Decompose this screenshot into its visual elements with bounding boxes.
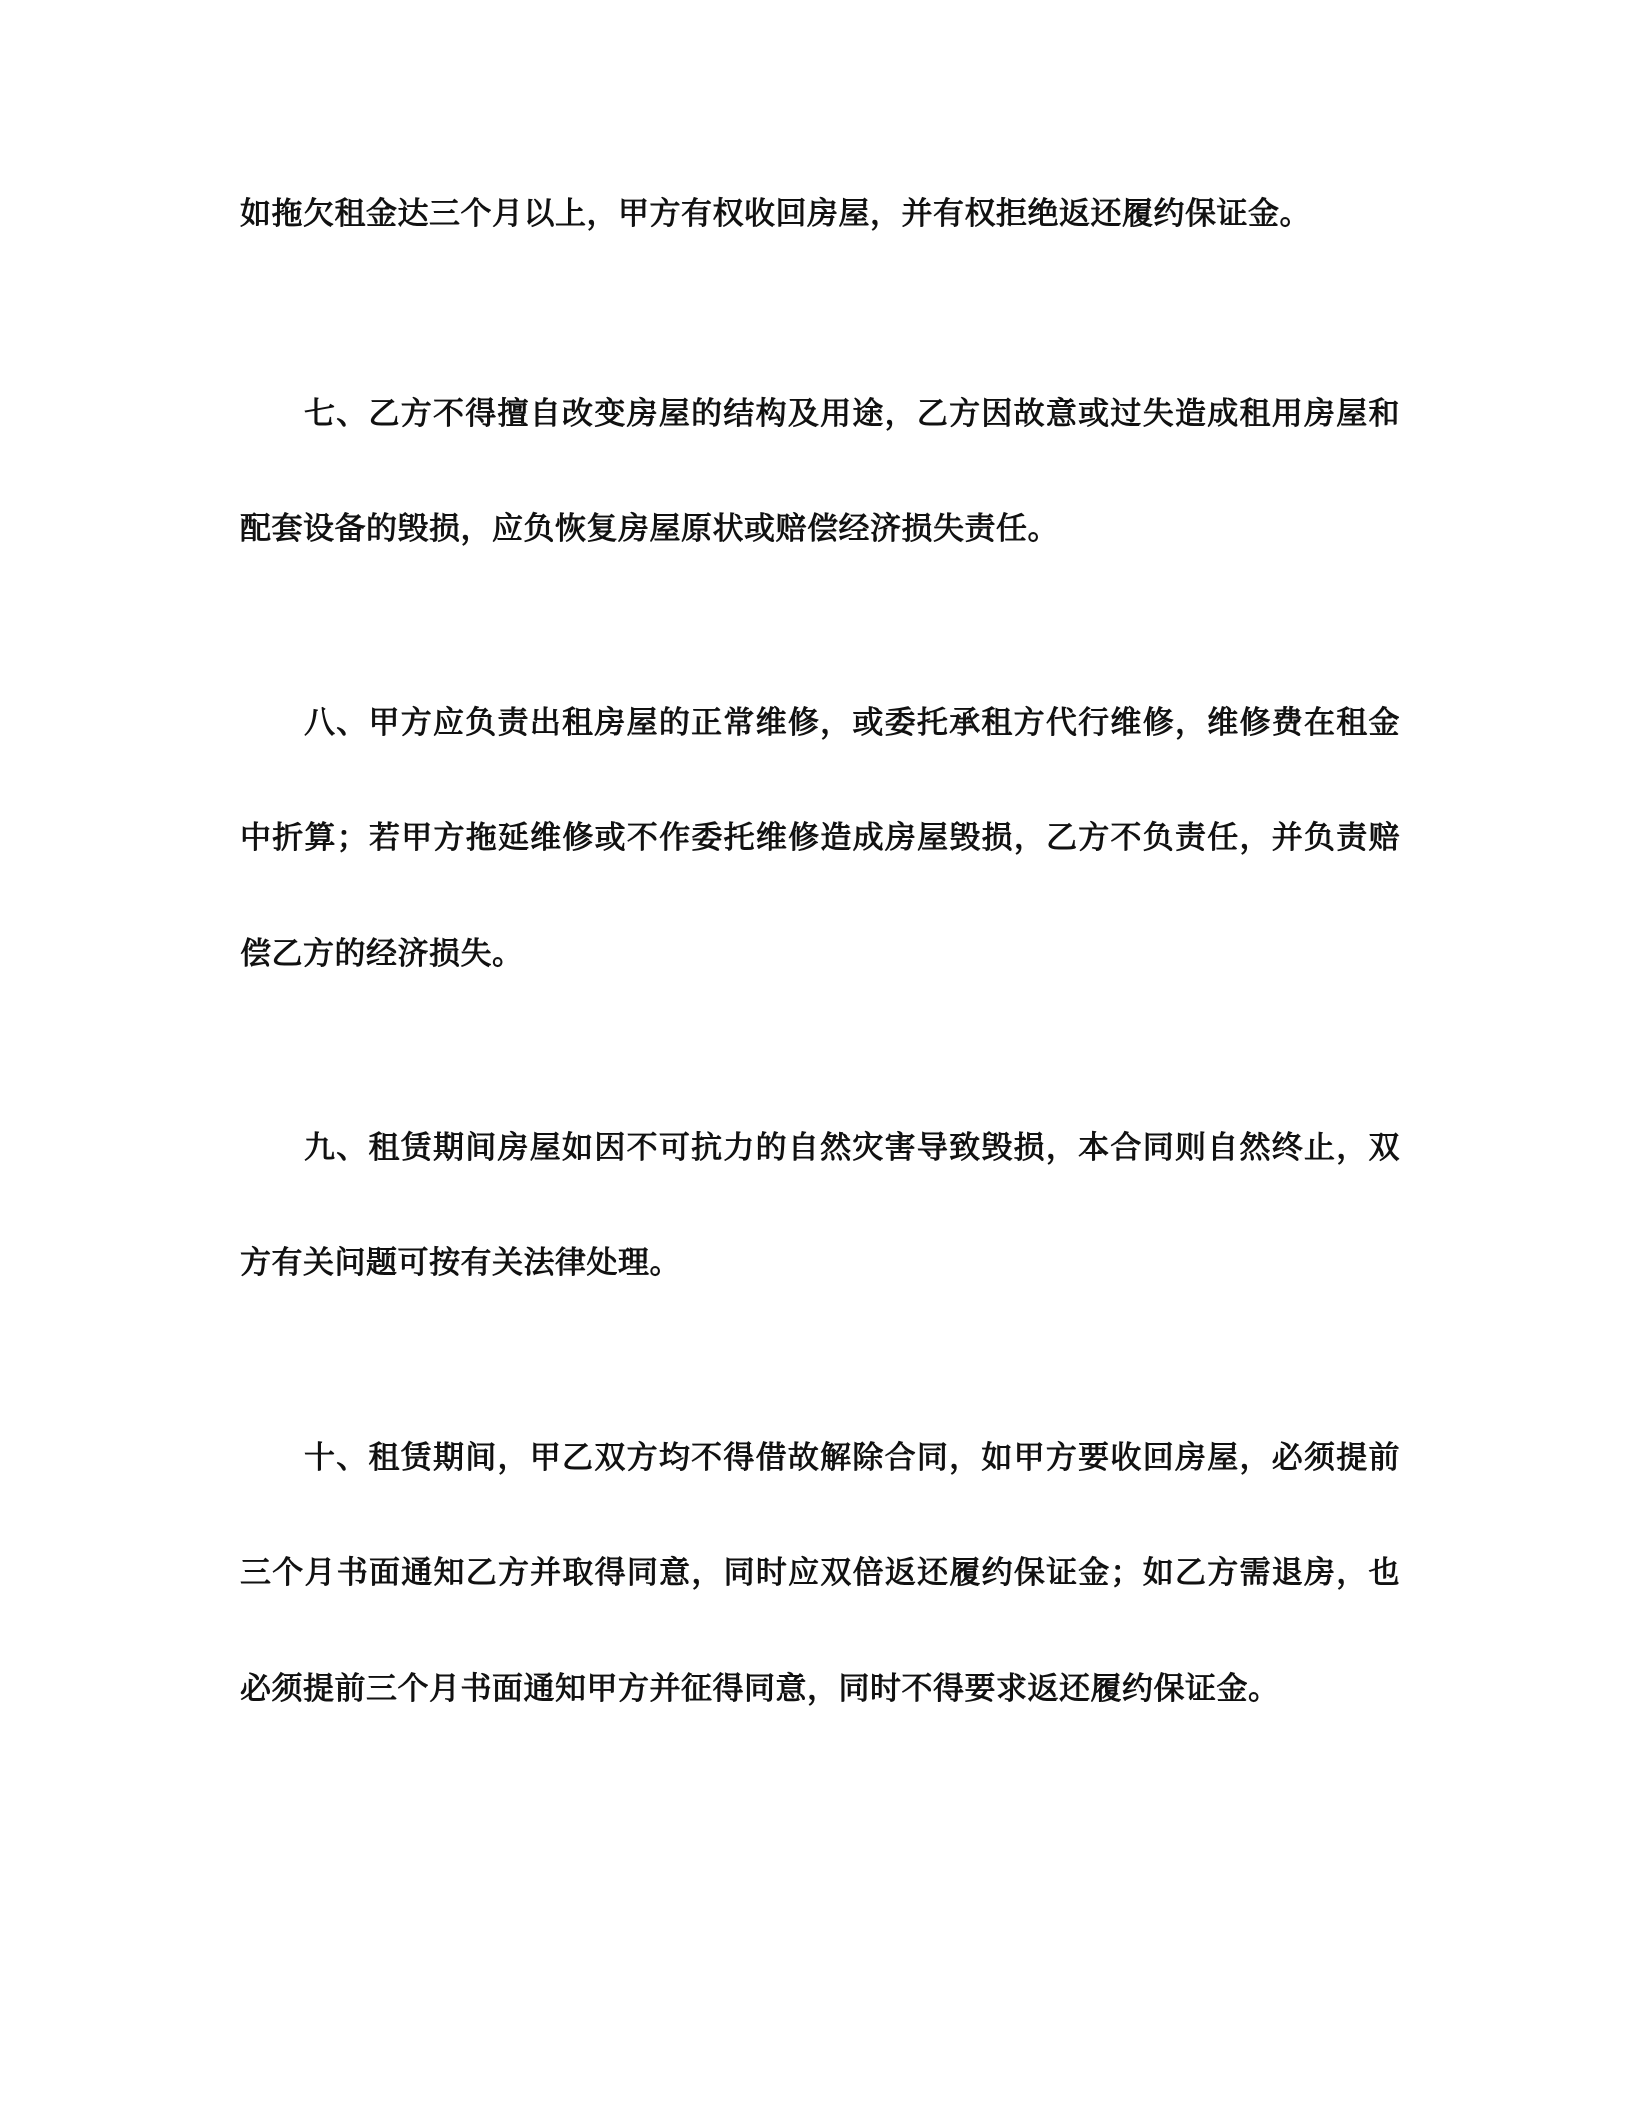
clause-10-line-2: 三个月书面通知乙方并取得同意，同时应双倍返还履约保证金；如乙方需退房，也 [240,1555,1400,1591]
clause-10-line-3: 必须提前三个月书面通知甲方并征得同意，同时不得要求返还履约保证金。 [240,1671,1280,1707]
clause-9-line-1: 九、租赁期间房屋如因不可抗力的自然灾害导致毁损，本合同则自然终止，双 [304,1130,1400,1166]
clause-8-line-2: 中折算；若甲方拖延维修或不作委托维修造成房屋毁损，乙方不负责任，并负责赔 [240,820,1400,856]
clause-8-line-1: 八、甲方应负责出租房屋的正常维修，或委托承租方代行维修，维修费在租金 [304,705,1400,741]
clause-10-line-1: 十、租赁期间，甲乙双方均不得借故解除合同，如甲方要收回房屋，必须提前 [304,1440,1400,1476]
clause-8-line-3: 偿乙方的经济损失。 [240,936,524,972]
clause-7-line-2: 配套设备的毁损，应负恢复房屋原状或赔偿经济损失责任。 [240,511,1059,547]
clause-6-continuation-line: 如拖欠租金达三个月以上，甲方有权收回房屋，并有权拒绝返还履约保证金。 [240,196,1311,232]
clause-7-line-1: 七、乙方不得擅自改变房屋的结构及用途，乙方因故意或过失造成租用房屋和 [304,396,1400,432]
clause-9-line-2: 方有关问题可按有关法律处理。 [240,1245,681,1281]
